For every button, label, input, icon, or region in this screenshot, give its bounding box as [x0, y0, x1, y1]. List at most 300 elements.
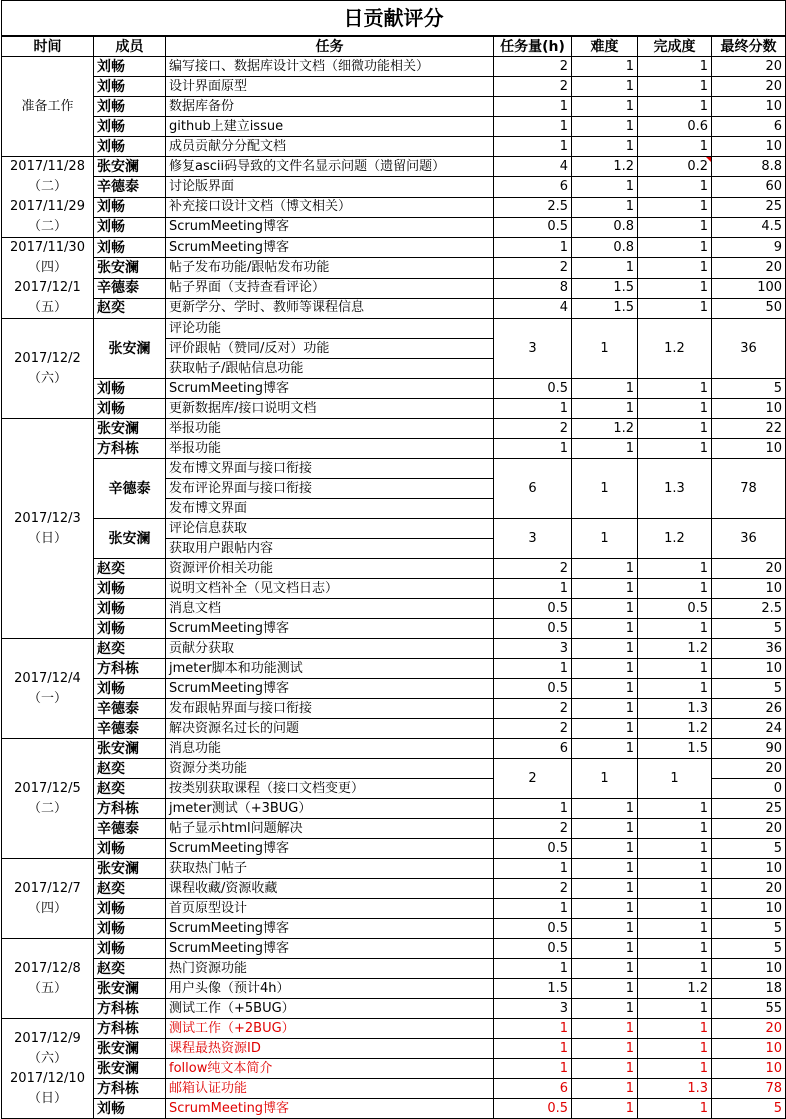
time-cell: 准备工作	[2, 57, 94, 157]
table-row	[2, 979, 786, 999]
member-cell: 刘畅	[94, 599, 166, 619]
task-cell: ScrumMeeting博客	[166, 919, 494, 939]
member-cell: 赵奕	[94, 639, 166, 659]
difficulty-cell: 1	[572, 57, 638, 77]
completion-cell: 1	[638, 1019, 712, 1039]
completion-cell: 0.6	[638, 117, 712, 137]
score-cell: 60	[712, 177, 786, 197]
table-row	[2, 999, 786, 1019]
member-cell: 辛德泰	[94, 699, 166, 719]
difficulty-cell: 1	[572, 959, 638, 979]
difficulty-cell: 1	[572, 1079, 638, 1099]
member-cell: 辛德泰	[94, 719, 166, 739]
score-cell: 10	[712, 959, 786, 979]
task-cell: 课程最热资源ID	[166, 1039, 494, 1059]
completion-cell: 1	[638, 379, 712, 399]
table-row	[2, 238, 786, 258]
hours-cell: 1	[494, 959, 572, 979]
score-cell: 22	[712, 419, 786, 439]
table-row	[2, 919, 786, 939]
time-cell: 2017/12/9（六）2017/12/10（日）	[2, 1019, 94, 1119]
completion-cell: 1	[638, 939, 712, 959]
task-cell: 邮箱认证功能	[166, 1079, 494, 1099]
hours-cell: 0.5	[494, 217, 572, 237]
completion-cell: 1	[638, 559, 712, 579]
time-cell: 2017/12/3（日）	[2, 419, 94, 639]
member-cell: 张安澜	[94, 1059, 166, 1079]
score-cell: 20	[712, 57, 786, 77]
table-row	[2, 117, 786, 137]
difficulty-cell: 1	[572, 939, 638, 959]
score-cell: 20	[712, 77, 786, 97]
completion-cell: 1	[638, 217, 712, 237]
score-cell: 10	[712, 579, 786, 599]
task-cell: ScrumMeeting博客	[166, 238, 494, 258]
member-cell: 张安澜	[94, 258, 166, 278]
completion-cell: 1	[638, 57, 712, 77]
difficulty-cell: 1	[572, 258, 638, 278]
table-row	[2, 399, 786, 419]
task-cell: 评论信息获取	[166, 519, 494, 539]
hours-cell: 0.5	[494, 919, 572, 939]
difficulty-cell: 1	[572, 659, 638, 679]
hours-cell: 0.5	[494, 619, 572, 639]
hours-cell: 1.5	[494, 979, 572, 999]
member-cell: 方科栋	[94, 1019, 166, 1039]
task-cell: 发布评论界面与接口衔接	[166, 479, 494, 499]
score-cell: 2.5	[712, 599, 786, 619]
score-cell: 26	[712, 699, 786, 719]
table-row	[2, 899, 786, 919]
hours-cell: 2	[494, 77, 572, 97]
table-row	[2, 659, 786, 679]
completion-cell: 1	[638, 659, 712, 679]
task-cell: 编写接口、数据库设计文档（细微功能相关）	[166, 57, 494, 77]
completion-cell: 1.5	[638, 739, 712, 759]
score-cell: 100	[712, 278, 786, 298]
member-cell: 刘畅	[94, 579, 166, 599]
table-row	[2, 579, 786, 599]
difficulty-cell: 1	[572, 699, 638, 719]
member-cell: 张安澜	[94, 157, 166, 177]
task-cell: follow纯文本简介	[166, 1059, 494, 1079]
difficulty-cell: 1	[572, 719, 638, 739]
table-row	[2, 819, 786, 839]
difficulty-cell: 1	[572, 1059, 638, 1079]
completion-cell: 1	[638, 298, 712, 318]
score-cell: 0	[712, 779, 786, 799]
member-cell: 刘畅	[94, 379, 166, 399]
hours-cell: 2	[494, 57, 572, 77]
hours-cell: 2	[494, 759, 572, 799]
task-cell: 用户头像（预计4h）	[166, 979, 494, 999]
hours-cell: 0.5	[494, 679, 572, 699]
completion-cell: 1	[638, 819, 712, 839]
completion-cell: 1	[638, 619, 712, 639]
task-cell: 贡献分获取	[166, 639, 494, 659]
score-cell: 25	[712, 799, 786, 819]
completion-cell: 1.3	[638, 699, 712, 719]
completion-cell: 1	[638, 919, 712, 939]
score-cell: 5	[712, 919, 786, 939]
difficulty-cell: 1	[572, 899, 638, 919]
task-cell: ScrumMeeting博客	[166, 379, 494, 399]
completion-cell: 1	[638, 278, 712, 298]
table-row	[2, 959, 786, 979]
difficulty-cell: 1	[572, 679, 638, 699]
difficulty-cell: 1	[572, 519, 638, 559]
score-cell: 5	[712, 619, 786, 639]
score-cell: 10	[712, 1059, 786, 1079]
member-cell: 刘畅	[94, 399, 166, 419]
task-cell: 资源评价相关功能	[166, 559, 494, 579]
member-cell: 刘畅	[94, 117, 166, 137]
member-cell: 赵奕	[94, 959, 166, 979]
score-cell: 10	[712, 859, 786, 879]
table-row	[2, 217, 786, 237]
difficulty-cell: 1	[572, 859, 638, 879]
table-row	[2, 157, 786, 177]
task-cell: 数据库备份	[166, 97, 494, 117]
header-hours: 任务量(h)	[494, 36, 572, 57]
difficulty-cell: 1	[572, 559, 638, 579]
difficulty-cell: 1	[572, 979, 638, 999]
task-cell: 课程收藏/资源收藏	[166, 879, 494, 899]
hours-cell: 1	[494, 1039, 572, 1059]
table-row	[2, 639, 786, 659]
score-cell: 5	[712, 379, 786, 399]
hours-cell: 1	[494, 238, 572, 258]
hours-cell: 4	[494, 157, 572, 177]
table-row	[2, 1099, 786, 1119]
hours-cell: 0.5	[494, 599, 572, 619]
completion-cell: 1	[638, 759, 712, 799]
member-cell: 刘畅	[94, 238, 166, 258]
task-cell: 更新数据库/接口说明文档	[166, 399, 494, 419]
table-row	[2, 519, 786, 539]
time-cell: 2017/12/5（二）	[2, 739, 94, 859]
difficulty-cell: 1	[572, 439, 638, 459]
difficulty-cell: 1.5	[572, 278, 638, 298]
score-cell: 36	[712, 519, 786, 559]
table-row	[2, 599, 786, 619]
table-row	[2, 679, 786, 699]
header-member: 成员	[94, 36, 166, 57]
task-cell: 举报功能	[166, 419, 494, 439]
hours-cell: 4	[494, 298, 572, 318]
difficulty-cell: 0.8	[572, 217, 638, 237]
member-cell: 方科栋	[94, 799, 166, 819]
completion-cell: 1.2	[638, 639, 712, 659]
member-cell: 赵奕	[94, 559, 166, 579]
difficulty-cell: 1.2	[572, 157, 638, 177]
task-cell: ScrumMeeting博客	[166, 217, 494, 237]
task-cell: 首页原型设计	[166, 899, 494, 919]
task-cell: 评价跟帖（赞同/反对）功能	[166, 339, 494, 359]
member-cell: 张安澜	[94, 739, 166, 759]
difficulty-cell: 1	[572, 619, 638, 639]
table-row	[2, 77, 786, 97]
member-cell: 刘畅	[94, 57, 166, 77]
member-cell: 刘畅	[94, 939, 166, 959]
completion-cell: 1	[638, 137, 712, 157]
completion-cell: 1	[638, 999, 712, 1019]
table-row	[2, 839, 786, 859]
hours-cell: 0.5	[494, 1099, 572, 1119]
time-cell: 2017/12/7（四）	[2, 859, 94, 939]
table-row	[2, 859, 786, 879]
task-cell: ScrumMeeting博客	[166, 679, 494, 699]
time-cell: 2017/11/28（二）2017/11/29（二）	[2, 157, 94, 238]
difficulty-cell: 1.5	[572, 298, 638, 318]
hours-cell: 2	[494, 819, 572, 839]
score-cell: 25	[712, 197, 786, 217]
member-cell: 刘畅	[94, 899, 166, 919]
completion-cell: 1	[638, 238, 712, 258]
difficulty-cell: 1	[572, 117, 638, 137]
task-cell: ScrumMeeting博客	[166, 1099, 494, 1119]
task-cell: 帖子界面（支持查看评论）	[166, 278, 494, 298]
header-score: 最终分数	[712, 36, 786, 57]
difficulty-cell: 1	[572, 919, 638, 939]
score-cell: 20	[712, 819, 786, 839]
member-cell: 方科栋	[94, 659, 166, 679]
hours-cell: 2	[494, 719, 572, 739]
table-row	[2, 759, 786, 779]
member-cell: 赵奕	[94, 759, 166, 779]
completion-cell: 1.2	[638, 319, 712, 379]
hours-cell: 6	[494, 739, 572, 759]
hours-cell: 6	[494, 1079, 572, 1099]
time-cell: 2017/12/4（一）	[2, 639, 94, 739]
header-completion: 完成度	[638, 36, 712, 57]
difficulty-cell: 1.2	[572, 419, 638, 439]
completion-cell: 1	[638, 859, 712, 879]
score-cell: 9	[712, 238, 786, 258]
task-cell: 评论功能	[166, 319, 494, 339]
score-cell: 78	[712, 1079, 786, 1099]
table-row	[2, 379, 786, 399]
hours-cell: 8	[494, 278, 572, 298]
score-cell: 5	[712, 839, 786, 859]
table-row	[2, 939, 786, 959]
table-row	[2, 1059, 786, 1079]
difficulty-cell: 1	[572, 639, 638, 659]
completion-cell: 1	[638, 97, 712, 117]
member-cell: 刘畅	[94, 77, 166, 97]
score-cell: 18	[712, 979, 786, 999]
hours-cell: 2	[494, 879, 572, 899]
score-cell: 55	[712, 999, 786, 1019]
completion-cell: 1.3	[638, 459, 712, 519]
completion-cell: 1	[638, 77, 712, 97]
score-cell: 90	[712, 739, 786, 759]
score-cell: 20	[712, 1019, 786, 1039]
difficulty-cell: 1	[572, 739, 638, 759]
difficulty-cell: 1	[572, 1039, 638, 1059]
completion-cell: 1	[638, 197, 712, 217]
hours-cell: 1	[494, 439, 572, 459]
completion-cell: 1	[638, 679, 712, 699]
task-cell: github上建立issue	[166, 117, 494, 137]
task-cell: jmeter测试（+3BUG）	[166, 799, 494, 819]
table-row	[2, 1079, 786, 1099]
completion-cell: 1	[638, 1059, 712, 1079]
completion-cell: 1.2	[638, 519, 712, 559]
member-cell: 赵奕	[94, 879, 166, 899]
member-cell: 张安澜	[94, 859, 166, 879]
table-row	[2, 278, 786, 298]
table-row	[2, 258, 786, 278]
table-row	[2, 439, 786, 459]
task-cell: 获取用户跟帖内容	[166, 539, 494, 559]
score-cell: 36	[712, 639, 786, 659]
table-row	[2, 699, 786, 719]
score-cell: 5	[712, 679, 786, 699]
completion-cell: 1	[638, 1099, 712, 1119]
score-cell: 10	[712, 439, 786, 459]
table-row	[2, 719, 786, 739]
task-cell: 解决资源名过长的问题	[166, 719, 494, 739]
completion-cell: 1.2	[638, 719, 712, 739]
table-row	[2, 57, 786, 77]
task-cell: 获取热门帖子	[166, 859, 494, 879]
hours-cell: 1	[494, 899, 572, 919]
member-cell: 刘畅	[94, 1099, 166, 1119]
table-row	[2, 1019, 786, 1039]
task-cell: 成员贡献分分配文档	[166, 137, 494, 157]
completion-cell: 1	[638, 399, 712, 419]
hours-cell: 1	[494, 97, 572, 117]
completion-cell: 1	[638, 177, 712, 197]
hours-cell: 1	[494, 579, 572, 599]
score-cell: 10	[712, 1039, 786, 1059]
difficulty-cell: 1	[572, 819, 638, 839]
task-cell: 发布博文界面与接口衔接	[166, 459, 494, 479]
time-cell: 2017/12/2（六）	[2, 319, 94, 419]
task-cell: 更新学分、学时、教师等课程信息	[166, 298, 494, 318]
hours-cell: 0.5	[494, 379, 572, 399]
score-cell: 24	[712, 719, 786, 739]
task-cell: 设计界面原型	[166, 77, 494, 97]
task-cell: 热门资源功能	[166, 959, 494, 979]
hours-cell: 1	[494, 659, 572, 679]
member-cell: 张安澜	[94, 519, 166, 559]
header-row	[2, 36, 786, 57]
difficulty-cell: 0.8	[572, 238, 638, 258]
table-row	[2, 459, 786, 479]
task-cell: ScrumMeeting博客	[166, 839, 494, 859]
task-cell: 消息文档	[166, 599, 494, 619]
completion-cell: 1.2	[638, 979, 712, 999]
task-cell: 帖子发布功能/跟帖发布功能	[166, 258, 494, 278]
table-row	[2, 298, 786, 318]
task-cell: 帖子显示html问题解决	[166, 819, 494, 839]
task-cell: 消息功能	[166, 739, 494, 759]
difficulty-cell: 1	[572, 1099, 638, 1119]
completion-cell: 1	[638, 839, 712, 859]
hours-cell: 2	[494, 699, 572, 719]
score-cell: 20	[712, 559, 786, 579]
difficulty-cell: 1	[572, 599, 638, 619]
difficulty-cell: 1	[572, 1019, 638, 1039]
completion-cell: 1	[638, 258, 712, 278]
completion-cell: 1	[638, 1039, 712, 1059]
score-cell: 4.5	[712, 217, 786, 237]
member-cell: 赵奕	[94, 779, 166, 799]
table-row	[2, 879, 786, 899]
difficulty-cell: 1	[572, 579, 638, 599]
difficulty-cell: 1	[572, 137, 638, 157]
member-cell: 张安澜	[94, 1039, 166, 1059]
difficulty-cell: 1	[572, 97, 638, 117]
member-cell: 辛德泰	[94, 278, 166, 298]
member-cell: 刘畅	[94, 839, 166, 859]
table-row	[2, 137, 786, 157]
hours-cell: 6	[494, 459, 572, 519]
time-cell: 2017/12/8（五）	[2, 939, 94, 1019]
completion-cell: 1	[638, 899, 712, 919]
task-cell: 资源分类功能	[166, 759, 494, 779]
header-task: 任务	[166, 36, 494, 57]
score-cell: 36	[712, 319, 786, 379]
member-cell: 刘畅	[94, 619, 166, 639]
member-cell: 刘畅	[94, 679, 166, 699]
difficulty-cell: 1	[572, 399, 638, 419]
member-cell: 方科栋	[94, 999, 166, 1019]
member-cell: 辛德泰	[94, 177, 166, 197]
task-cell: 测试工作（+5BUG）	[166, 999, 494, 1019]
title-row	[2, 1, 786, 37]
difficulty-cell: 1	[572, 177, 638, 197]
member-cell: 刘畅	[94, 137, 166, 157]
hours-cell: 2	[494, 258, 572, 278]
completion-cell: 1	[638, 579, 712, 599]
member-cell: 刘畅	[94, 97, 166, 117]
completion-cell: 1	[638, 799, 712, 819]
difficulty-cell: 1	[572, 879, 638, 899]
member-cell: 张安澜	[94, 419, 166, 439]
task-cell: 说明文档补全（见文档日志）	[166, 579, 494, 599]
difficulty-cell: 1	[572, 839, 638, 859]
score-cell: 8.8	[712, 157, 786, 177]
hours-cell: 3	[494, 319, 572, 379]
member-cell: 刘畅	[94, 217, 166, 237]
score-cell: 20	[712, 759, 786, 779]
task-cell: jmeter脚本和功能测试	[166, 659, 494, 679]
hours-cell: 2	[494, 559, 572, 579]
score-cell: 10	[712, 659, 786, 679]
score-cell: 5	[712, 1099, 786, 1119]
score-cell: 10	[712, 137, 786, 157]
score-sheet-body	[2, 1, 786, 1119]
difficulty-cell: 1	[572, 197, 638, 217]
table-row	[2, 419, 786, 439]
hours-cell: 0.5	[494, 939, 572, 959]
difficulty-cell: 1	[572, 799, 638, 819]
task-cell: 补充接口设计文档（博文相关）	[166, 197, 494, 217]
difficulty-cell: 1	[572, 759, 638, 799]
score-cell: 78	[712, 459, 786, 519]
score-cell: 6	[712, 117, 786, 137]
member-cell: 辛德泰	[94, 819, 166, 839]
task-cell: 测试工作（+2BUG）	[166, 1019, 494, 1039]
difficulty-cell: 1	[572, 379, 638, 399]
task-cell: 获取帖子/跟帖信息功能	[166, 359, 494, 379]
completion-cell: 1.3	[638, 1079, 712, 1099]
task-cell: 发布博文界面	[166, 499, 494, 519]
member-cell: 张安澜	[94, 319, 166, 379]
